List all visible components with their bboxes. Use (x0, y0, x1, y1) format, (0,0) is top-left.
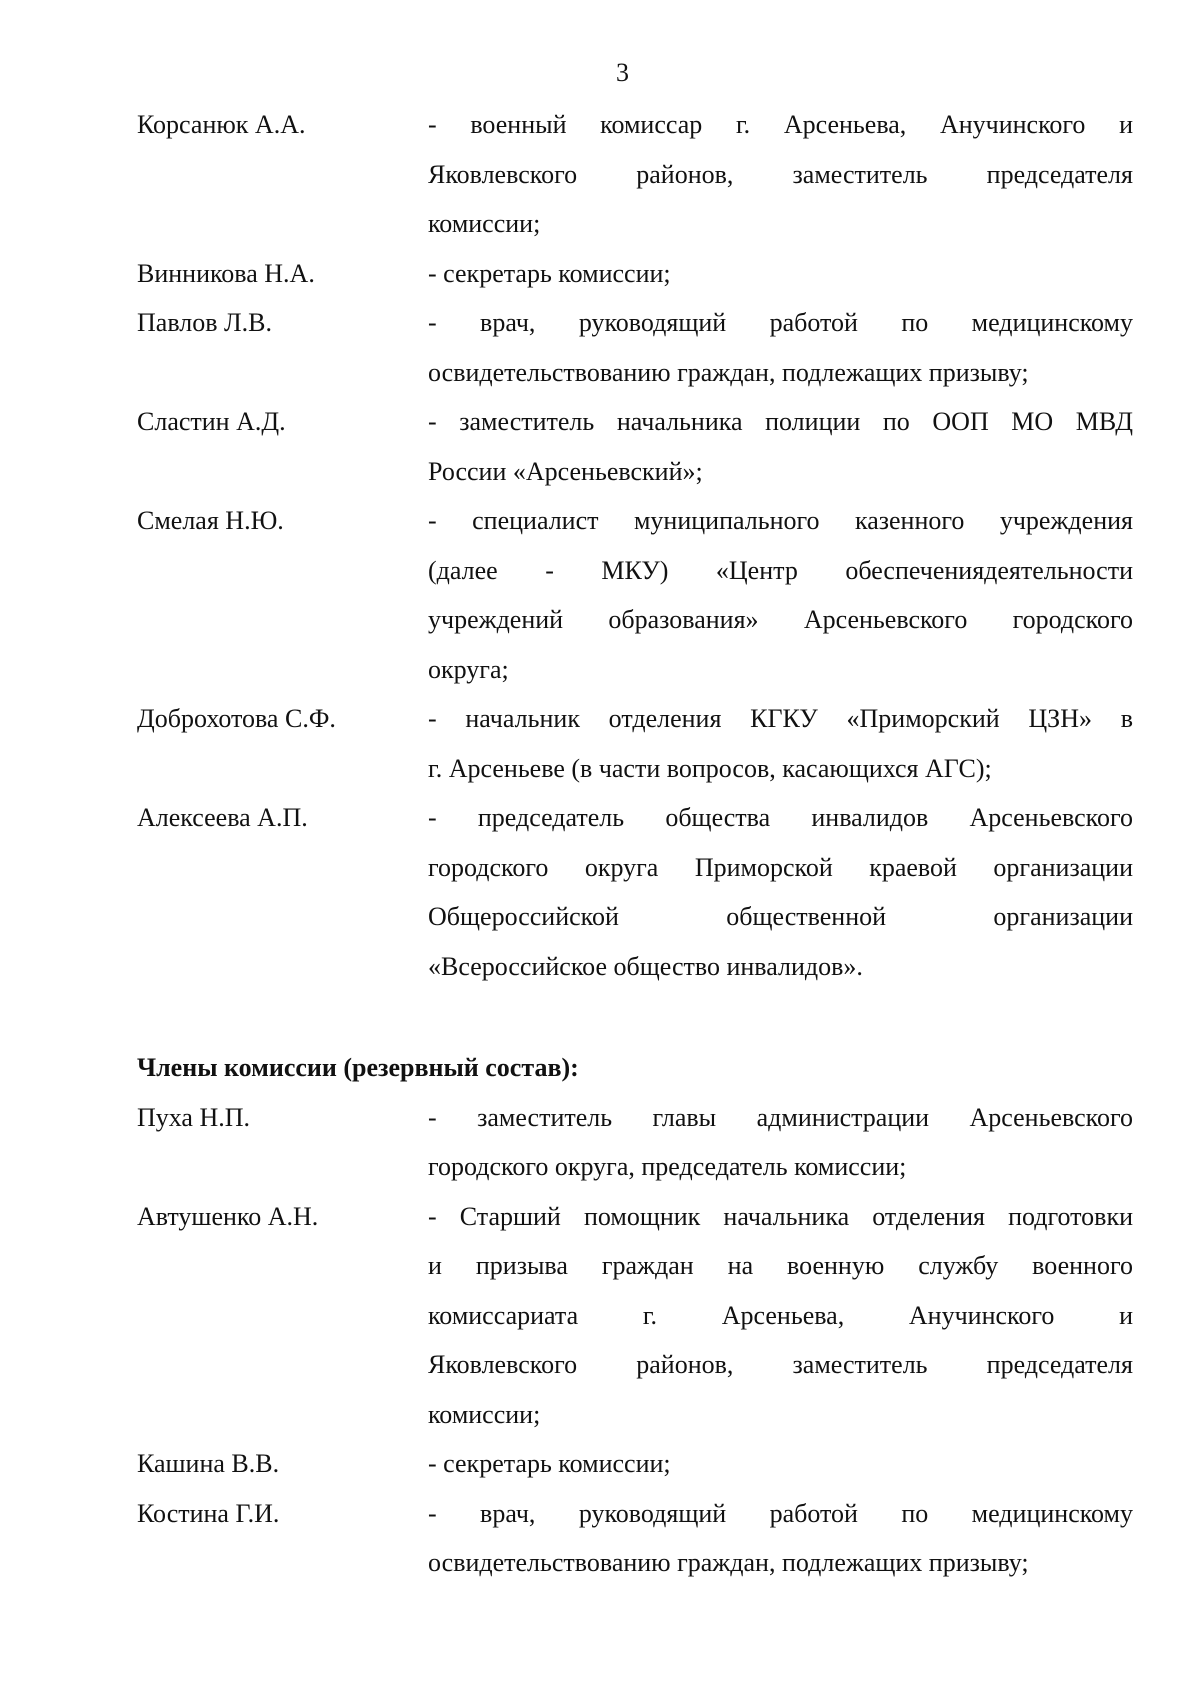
member-entry (137, 298, 1133, 397)
member-role-line: Общероссийской общественной организации (428, 902, 1133, 931)
member-role-line: - заместитель начальника полиции по ООП МО МВД (428, 407, 1133, 436)
member-entry (137, 1439, 1133, 1489)
member-name: Алексеева А.П. (137, 803, 308, 832)
member-entry (137, 694, 1133, 793)
member-role-line: и призыва граждан на военную службу военного (428, 1251, 1133, 1280)
member-role-line: - начальник отделения КГКУ «Приморский ЦЗН» в (428, 704, 1133, 733)
member-role (428, 249, 1133, 299)
member-role-line: округа; (428, 654, 509, 684)
member-name: Кашина В.В. (137, 1449, 280, 1478)
member-role-line: Яковлевского районов, заместитель председателя (428, 1350, 1133, 1379)
member-role-line: Яковлевского районов, заместитель председателя (428, 159, 1133, 189)
member-entry (137, 1093, 1133, 1192)
member-entry (137, 249, 1133, 299)
member-role-line: «Всероссийское общество инвалидов». (428, 951, 863, 981)
member-role (428, 694, 1133, 793)
member-role-line: городского округа Приморской краевой организации (428, 852, 1133, 882)
member-name: Доброхотова С.Ф. (137, 704, 336, 733)
member-entry (137, 397, 1133, 496)
member-role-line: комиссии; (428, 1399, 541, 1429)
member-role-line: - председатель общества инвалидов Арсеньевского (428, 803, 1133, 832)
member-role-line: - врач, руководящий работой по медицинскому (428, 1498, 1133, 1528)
member-role (428, 1093, 1133, 1192)
member-role-line: освидетельствованию граждан, подлежащих призыву; (428, 1548, 1029, 1577)
member-role (428, 1489, 1133, 1588)
reserve-members-list (137, 1093, 1133, 1588)
member-name: Костина Г.И. (137, 1498, 280, 1528)
member-role-line: учреждений образования» Арсеньевского городского (428, 605, 1133, 634)
member-role-line: - заместитель главы администрации Арсеньевского (428, 1102, 1133, 1132)
member-name: Автушенко А.Н. (137, 1201, 319, 1231)
member-name: Винникова Н.А. (137, 258, 315, 288)
member-role (428, 397, 1133, 496)
member-role (428, 298, 1133, 397)
member-role-line: комиссии; (428, 209, 541, 238)
page-number: 3 (616, 58, 629, 87)
member-name: Сластин А.Д. (137, 407, 286, 436)
member-name: Смелая Н.Ю. (137, 506, 284, 535)
member-role-line: г. Арсеньеве (в части вопросов, касающихся АГС); (428, 753, 992, 783)
member-role-line: - специалист муниципального казенного учреждения (428, 506, 1133, 535)
reserve-section-heading: Члены комиссии (резервный состав): (137, 1053, 579, 1082)
member-role-line: (далее - МКУ) «Центр обеспечениядеятельности (428, 555, 1133, 585)
member-role (428, 496, 1133, 694)
member-entry (137, 1489, 1133, 1588)
member-name: Пуха Н.П. (137, 1102, 251, 1132)
member-entry (137, 1192, 1133, 1440)
member-role-line: комиссариата г. Арсеньева, Анучинского и (428, 1300, 1133, 1330)
member-role (428, 100, 1133, 249)
member-role-line: городского округа, председатель комиссии; (428, 1152, 907, 1181)
document-body (137, 100, 1133, 1588)
member-role-line: - секретарь комиссии; (428, 258, 671, 288)
member-role-line: освидетельствованию граждан, подлежащих призыву; (428, 357, 1029, 387)
member-name: Корсанюк А.А. (137, 110, 306, 139)
member-role-line: - секретарь комиссии; (428, 1449, 671, 1478)
member-role-line: - Старший помощник начальника отделения подготовки (428, 1201, 1133, 1231)
member-role (428, 793, 1133, 991)
member-role (428, 1192, 1133, 1440)
member-role-line: России «Арсеньевский»; (428, 456, 703, 486)
main-members-list (137, 100, 1133, 991)
member-role-line: - военный комиссар г. Арсеньева, Анучинского и (428, 110, 1133, 139)
member-role-line: - врач, руководящий работой по медицинскому (428, 308, 1133, 337)
member-name: Павлов Л.В. (137, 308, 272, 337)
member-entry (137, 100, 1133, 249)
member-entry (137, 496, 1133, 694)
member-role (428, 1439, 1133, 1489)
member-entry (137, 793, 1133, 991)
